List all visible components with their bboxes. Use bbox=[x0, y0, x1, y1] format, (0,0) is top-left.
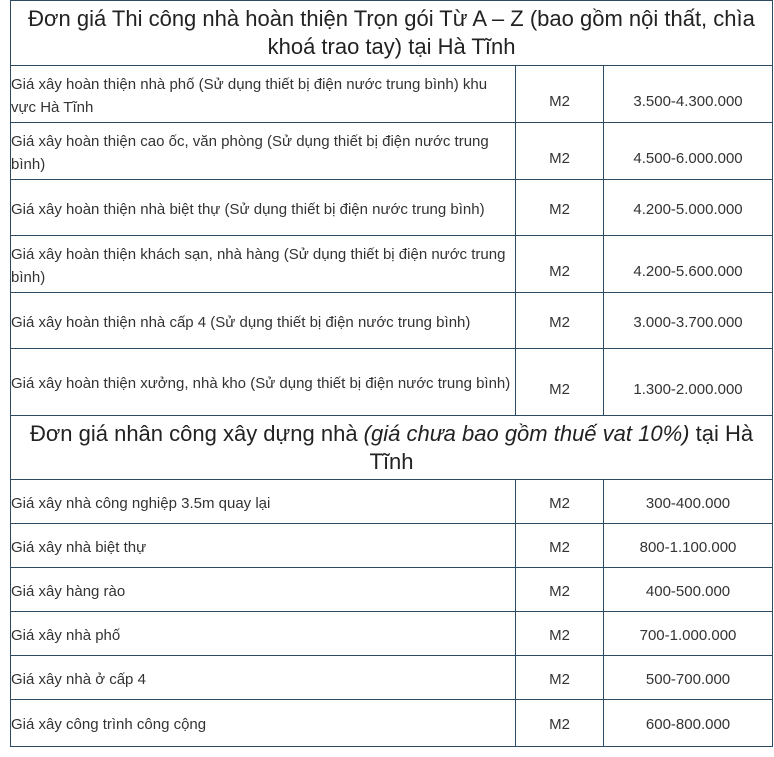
table-row bbox=[11, 123, 773, 180]
section-2-heading bbox=[11, 416, 773, 480]
row-price: 700-1.000.000 bbox=[604, 612, 773, 656]
row-unit: M2 bbox=[516, 568, 604, 612]
row-description: Giá xây hoàn thiện nhà cấp 4 (Sử dụng thiết bị điện nước trung bình) bbox=[11, 293, 516, 349]
row-description: Giá xây hàng rào bbox=[11, 568, 516, 612]
row-price: 800-1.100.000 bbox=[604, 524, 773, 568]
row-unit: M2 bbox=[516, 349, 604, 416]
section-2-heading-prefix: Đơn giá nhân công xây dựng nhà bbox=[29, 420, 364, 446]
row-unit: M2 bbox=[516, 612, 604, 656]
row-price: 4.200-5.000.000 bbox=[604, 180, 773, 236]
table-row bbox=[11, 612, 773, 656]
table-row bbox=[11, 656, 773, 700]
section-2-heading-row bbox=[11, 416, 773, 480]
row-description: Giá xây nhà phố bbox=[11, 612, 516, 656]
row-unit: M2 bbox=[516, 293, 604, 349]
row-unit: M2 bbox=[516, 656, 604, 700]
table-row bbox=[11, 524, 773, 568]
table-row bbox=[11, 180, 773, 236]
row-description: Giá xây hoàn thiện xưởng, nhà kho (Sử dụng thiết bị điện nước trung bình) bbox=[11, 349, 516, 416]
row-price: 500-700.000 bbox=[604, 656, 773, 700]
row-price: 300-400.000 bbox=[604, 480, 773, 524]
row-unit: M2 bbox=[516, 524, 604, 568]
row-description: Giá xây nhà biệt thự bbox=[11, 524, 516, 568]
row-price: 4.500-6.000.000 bbox=[604, 123, 773, 180]
row-unit: M2 bbox=[516, 700, 604, 747]
table-row bbox=[11, 568, 773, 612]
table-row bbox=[11, 700, 773, 747]
section-1-heading: Đơn giá Thi công nhà hoàn thiện Trọn gói Từ A – Z (bao gồm nội thất, chìa khoá trao tay) tại Hà Tĩnh bbox=[11, 1, 773, 66]
row-description: Giá xây hoàn thiện nhà biệt thự (Sử dụng thiết bị điện nước trung bình) bbox=[11, 180, 516, 236]
row-unit: M2 bbox=[516, 236, 604, 293]
table-row bbox=[11, 349, 773, 416]
section-1-heading-row bbox=[11, 1, 773, 66]
table-row bbox=[11, 236, 773, 293]
row-price: 4.200-5.600.000 bbox=[604, 236, 773, 293]
row-price: 400-500.000 bbox=[604, 568, 773, 612]
row-price: 3.500-4.300.000 bbox=[604, 66, 773, 123]
row-price: 1.300-2.000.000 bbox=[604, 349, 773, 416]
row-description: Giá xây nhà ở cấp 4 bbox=[11, 656, 516, 700]
row-description: Giá xây công trình công cộng bbox=[11, 700, 516, 747]
section-2-heading-suffix: tại Hà Tĩnh bbox=[369, 420, 754, 474]
row-price: 600-800.000 bbox=[604, 700, 773, 747]
table-row bbox=[11, 66, 773, 123]
row-description: Giá xây nhà công nghiệp 3.5m quay lại bbox=[11, 480, 516, 524]
table-row bbox=[11, 480, 773, 524]
row-unit: M2 bbox=[516, 180, 604, 236]
table-row bbox=[11, 293, 773, 349]
row-description: Giá xây hoàn thiện khách sạn, nhà hàng (Sử dụng thiết bị điện nước trung bình) bbox=[11, 236, 516, 293]
row-unit: M2 bbox=[516, 480, 604, 524]
row-unit: M2 bbox=[516, 66, 604, 123]
row-description: Giá xây hoàn thiện cao ốc, văn phòng (Sử dụng thiết bị điện nước trung bình) bbox=[11, 123, 516, 180]
section-2-heading-note: (giá chưa bao gồm thuế vat 10%) bbox=[363, 420, 690, 446]
row-unit: M2 bbox=[516, 123, 604, 180]
row-description: Giá xây hoàn thiện nhà phố (Sử dụng thiết bị điện nước trung bình) khu vực Hà Tĩnh bbox=[11, 66, 516, 123]
price-table bbox=[10, 0, 773, 747]
row-price: 3.000-3.700.000 bbox=[604, 293, 773, 349]
